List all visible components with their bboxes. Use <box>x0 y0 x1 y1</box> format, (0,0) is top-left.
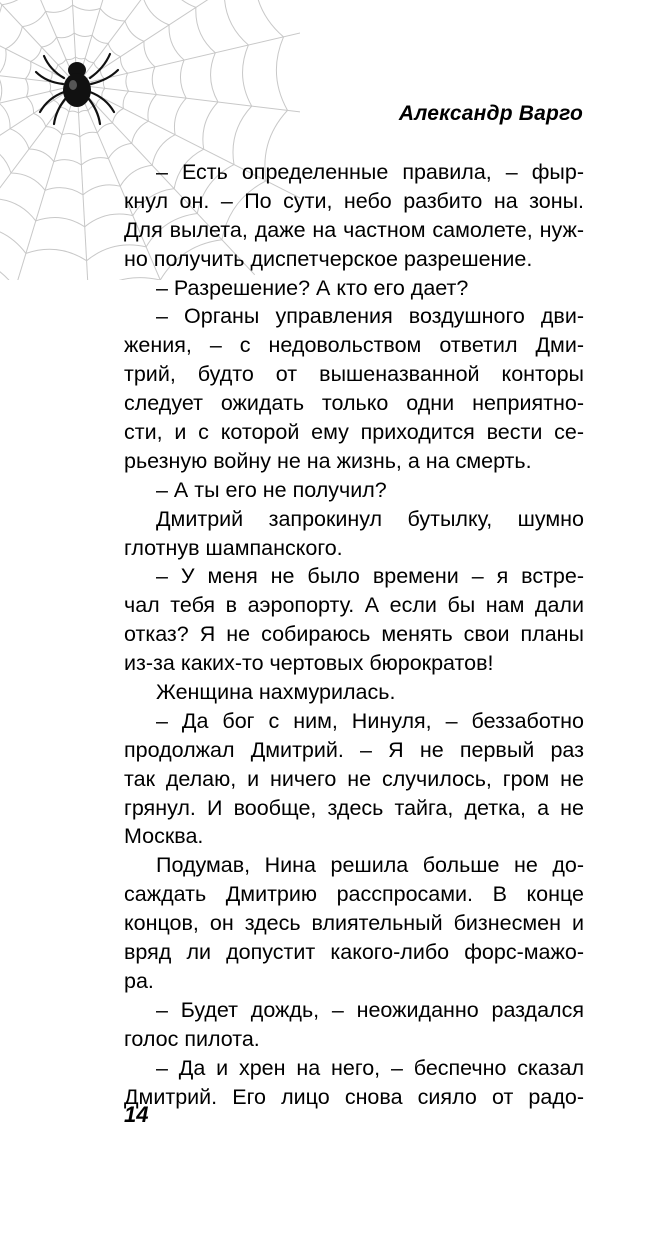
text-line: концов, он здесь влиятельный бизнесмен и <box>124 911 584 936</box>
text-line: грянул. И вообще, здесь тайга, детка, а не <box>124 795 584 820</box>
text-line: Для вылета, даже на частном самолете, нуж- <box>124 217 584 242</box>
text-line: чал тебя в аэропорту. А если бы нам дали <box>124 593 584 618</box>
text-line: трий, будто от вышеназванной конторы <box>124 362 584 387</box>
running-head-author: Александр Варго <box>398 102 583 125</box>
text-line: рьезную войну не на жизнь, а на смерть. <box>124 448 532 473</box>
text-line: – Органы управления воздушного дви- <box>156 304 584 329</box>
text-line: глотнув шампанского. <box>124 535 343 560</box>
text-line: ра. <box>124 968 154 993</box>
text-line: – Да и хрен на него, – беспечно сказал <box>156 1055 584 1080</box>
text-line: отказ? Я не собираюсь менять свои планы <box>124 622 584 647</box>
text-line: Дмитрий запрокинул бутылку, шумно <box>156 506 584 531</box>
page-number: 14 <box>124 1102 149 1127</box>
text-line: кнул он. – По сути, небо разбито на зоны. <box>124 188 584 213</box>
text-line: сти, и с которой ему приходится вести се- <box>124 420 584 445</box>
text-line: продолжал Дмитрий. – Я не первый раз <box>124 737 584 762</box>
text-line: Дмитрий. Его лицо снова сияло от радо- <box>124 1084 584 1109</box>
text-line: из-за каких-то чертовых бюрократов! <box>124 651 494 676</box>
text-line: Женщина нахмурилась. <box>156 680 396 705</box>
text-line: – А ты его не получил? <box>156 477 387 502</box>
text-line: – У меня не было времени – я встре- <box>156 564 584 589</box>
text-line: вряд ли допустит какого-либо форс-мажо- <box>124 940 584 965</box>
text-line: саждать Дмитрию расспросами. В конце <box>124 882 584 907</box>
text-line: – Будет дождь, – неожиданно раздался <box>156 997 584 1022</box>
text-line: следует ожидать только одни неприятно- <box>124 391 584 416</box>
spider-icon <box>36 54 118 124</box>
text-line: – Есть определенные правила, – фыр- <box>156 160 584 184</box>
text-line: голос пилота. <box>124 1026 260 1051</box>
text-line: – Да бог с ним, Нинуля, – беззаботно <box>156 708 584 733</box>
text-line: жения, – с недовольством ответил Дми- <box>124 333 584 358</box>
text-line: так делаю, и ничего не случилось, гром не <box>124 766 584 791</box>
body-text <box>124 158 584 1111</box>
text-line: Подумав, Нина решила больше не до- <box>156 853 584 878</box>
text-line: но получить диспетчерское разрешение. <box>124 246 533 271</box>
text-line: Москва. <box>124 824 204 849</box>
text-line: – Разрешение? А кто его дает? <box>156 275 469 300</box>
